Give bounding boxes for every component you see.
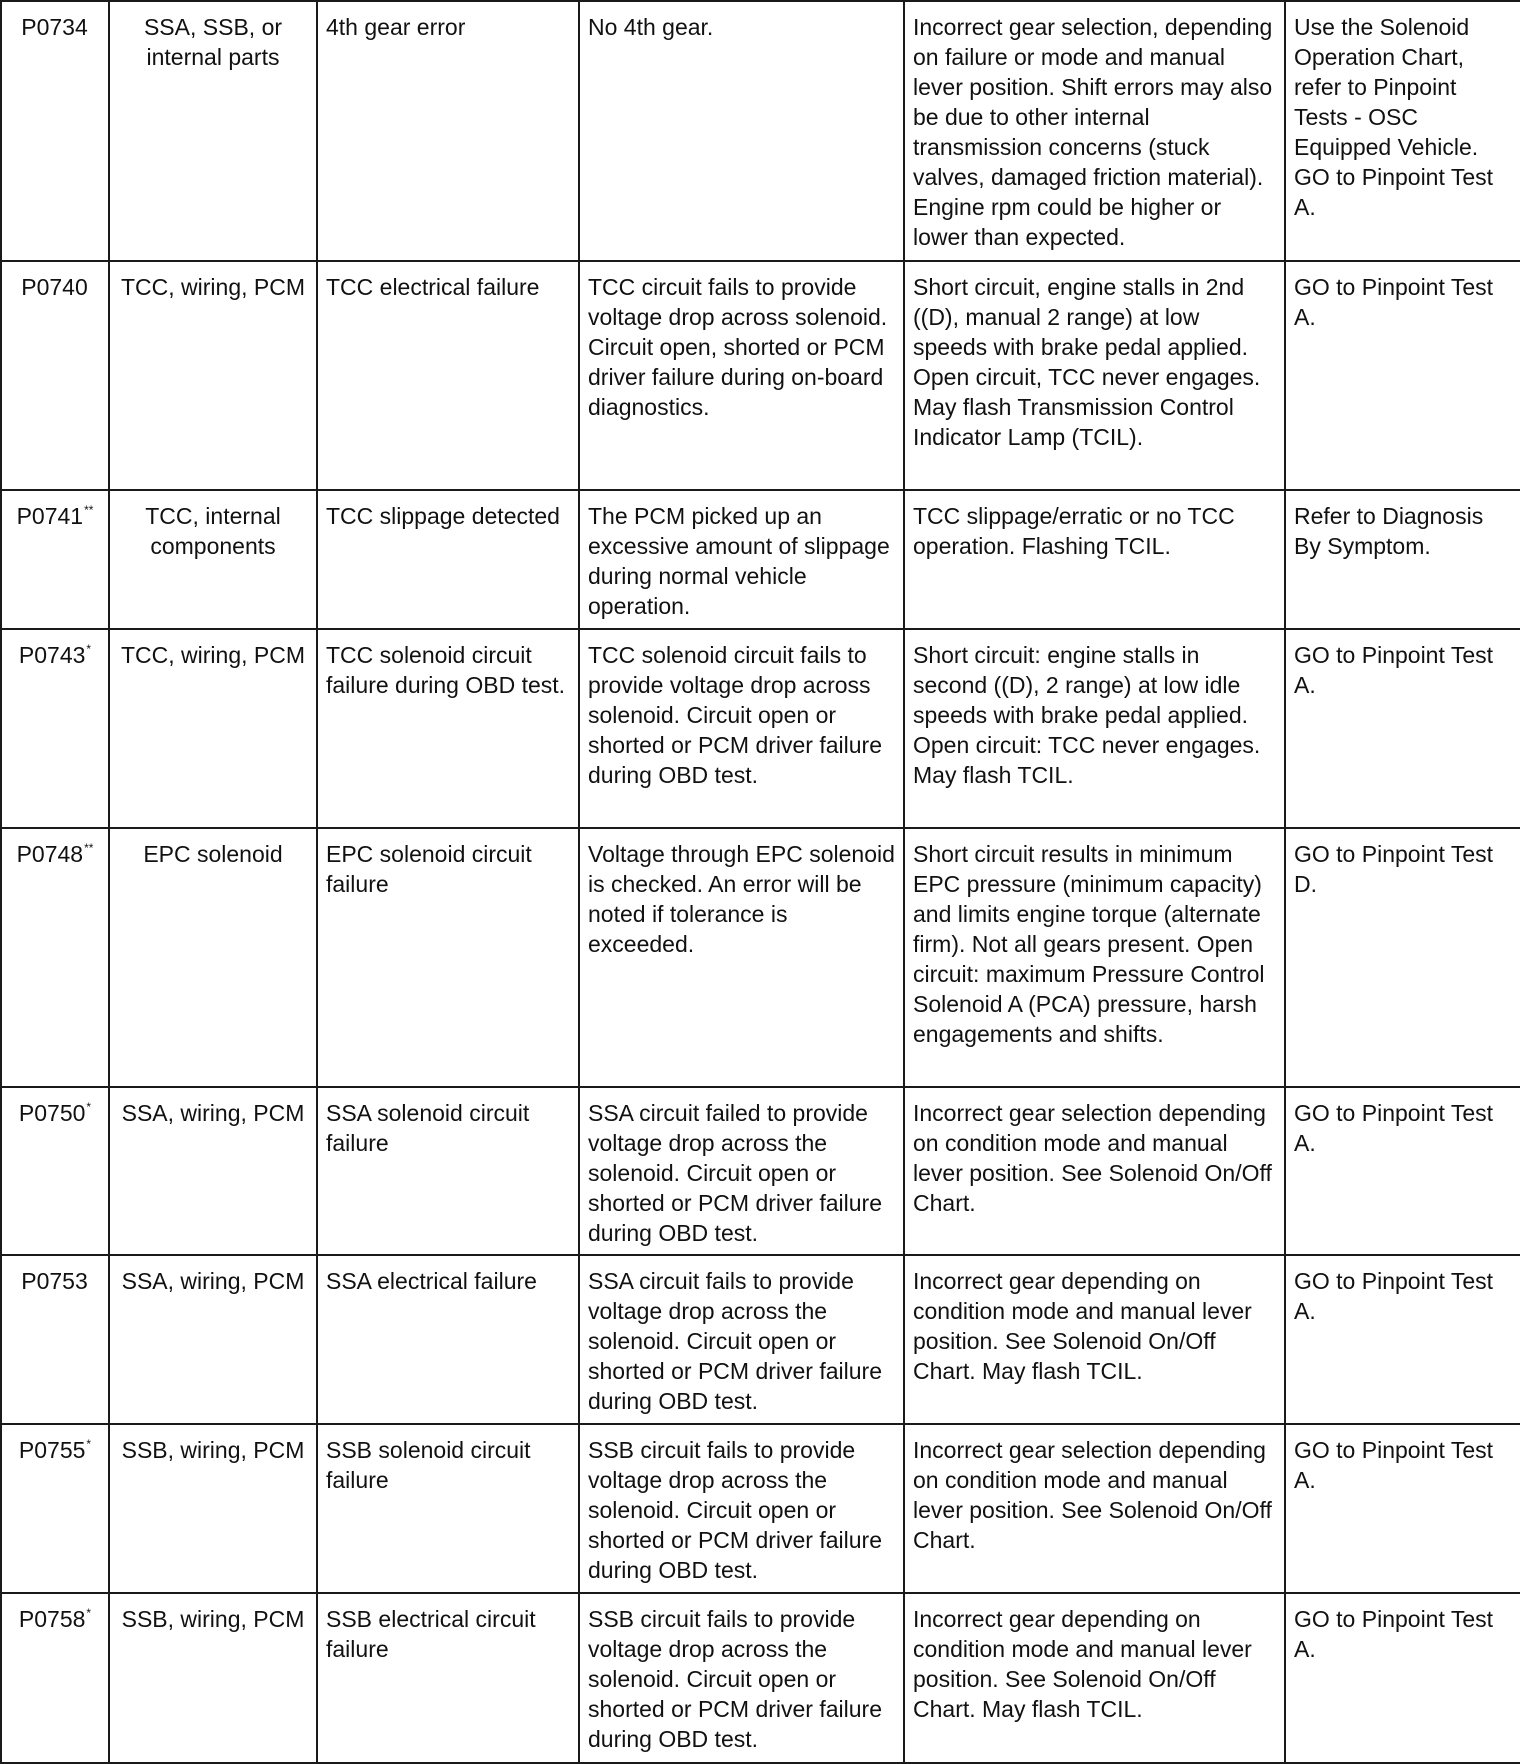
condition-cell: SSA, wiring, PCM [109,1255,317,1424]
footnote-mark: ** [84,841,94,855]
explanation-cell: No 4th gear. [579,1,904,261]
dtc-code-cell [1,1255,109,1424]
dtc-code: P0734 [21,14,88,40]
symptom-cell: TCC slippage/erratic or no TCC operation. Flashing TCIL. [904,490,1285,629]
footnote-mark: * [86,1100,92,1114]
dtc-code: P0741 [16,503,84,529]
condition-cell: TCC, internal components [109,490,317,629]
dtc-code-cell [1,261,109,490]
condition-cell: SSB, wiring, PCM [109,1593,317,1763]
symptom-cell: Incorrect gear selection depending on condition mode and manual lever position. See Solenoid On/Off Chart. [904,1087,1285,1255]
description-cell: 4th gear error [317,1,579,261]
description-cell: SSB electrical circuit failure [317,1593,579,1763]
symptom-cell: Incorrect gear depending on condition mode and manual lever position. See Solenoid On/Off Chart. May flash TCIL. [904,1255,1285,1424]
table-row [1,1424,1520,1593]
table-row [1,1593,1520,1763]
description-cell: SSA electrical failure [317,1255,579,1424]
action-cell: GO to Pinpoint Test D. [1285,828,1520,1087]
condition-cell: SSB, wiring, PCM [109,1424,317,1593]
table-row [1,1255,1520,1424]
action-cell: Refer to Diagnosis By Symptom. [1285,490,1520,629]
dtc-code-cell [1,1593,109,1763]
action-cell: GO to Pinpoint Test A. [1285,1255,1520,1424]
action-cell: GO to Pinpoint Test A. [1285,1424,1520,1593]
description-cell: SSB solenoid circuit failure [317,1424,579,1593]
dtc-code: P0755 [18,1437,86,1463]
condition-cell: SSA, wiring, PCM [109,1087,317,1255]
explanation-cell: TCC solenoid circuit fails to provide voltage drop across solenoid. Circuit open or shorted or PCM driver failure during OBD test. [579,629,904,828]
footnote-mark: ** [84,503,94,517]
symptom-cell: Short circuit: engine stalls in second ((D), 2 range) at low idle speeds with brake pedal applied. Open circuit: TCC never engages. May flash TCIL. [904,629,1285,828]
table-row [1,828,1520,1087]
dtc-code-cell [1,1424,109,1593]
explanation-cell: SSB circuit fails to provide voltage drop across the solenoid. Circuit open or shorted or PCM driver failure during OBD test. [579,1424,904,1593]
dtc-code-cell [1,828,109,1087]
dtc-code-cell [1,490,109,629]
condition-cell: EPC solenoid [109,828,317,1087]
description-cell: EPC solenoid circuit failure [317,828,579,1087]
dtc-code-cell [1,629,109,828]
condition-cell: TCC, wiring, PCM [109,261,317,490]
table-row [1,629,1520,828]
symptom-cell: Incorrect gear selection, depending on failure or mode and manual lever position. Shift errors may also be due to other internal transmission concerns (stuck valves, damaged friction material). Engine rpm could be higher or lower than expected. [904,1,1285,261]
description-cell: TCC electrical failure [317,261,579,490]
explanation-cell: SSA circuit failed to provide voltage drop across the solenoid. Circuit open or shorted or PCM driver failure during OBD test. [579,1087,904,1255]
footnote-mark: * [86,1437,92,1451]
condition-cell: TCC, wiring, PCM [109,629,317,828]
table-row [1,261,1520,490]
footnote-mark: * [86,642,92,656]
footnote-mark: * [86,1606,92,1620]
symptom-cell: Short circuit, engine stalls in 2nd ((D), manual 2 range) at low speeds with brake pedal applied. Open circuit, TCC never engages. May flash Transmission Control Indicator Lamp (TCIL). [904,261,1285,490]
description-cell: TCC slippage detected [317,490,579,629]
explanation-cell: TCC circuit fails to provide voltage drop across solenoid. Circuit open, shorted or PCM driver failure during on-board diagnostics. [579,261,904,490]
dtc-code: P0750 [18,1100,86,1126]
action-cell: GO to Pinpoint Test A. [1285,261,1520,490]
action-cell: Use the Solenoid Operation Chart, refer to Pinpoint Tests - OSC Equipped Vehicle. GO to Pinpoint Test A. [1285,1,1520,261]
dtc-code: P0743 [18,642,86,668]
symptom-cell: Incorrect gear selection depending on condition mode and manual lever position. See Solenoid On/Off Chart. [904,1424,1285,1593]
dtc-code-cell [1,1087,109,1255]
action-cell: GO to Pinpoint Test A. [1285,629,1520,828]
table-row [1,490,1520,629]
dtc-code: P0748 [16,841,84,867]
dtc-code: P0753 [21,1268,88,1294]
explanation-cell: SSA circuit fails to provide voltage drop across the solenoid. Circuit open or shorted or PCM driver failure during OBD test. [579,1255,904,1424]
action-cell: GO to Pinpoint Test A. [1285,1593,1520,1763]
description-cell: TCC solenoid circuit failure during OBD test. [317,629,579,828]
symptom-cell: Incorrect gear depending on condition mode and manual lever position. See Solenoid On/Off Chart. May flash TCIL. [904,1593,1285,1763]
dtc-code: P0740 [21,274,88,300]
explanation-cell: The PCM picked up an excessive amount of slippage during normal vehicle operation. [579,490,904,629]
table-row [1,1087,1520,1255]
dtc-code: P0758 [18,1606,86,1632]
explanation-cell: SSB circuit fails to provide voltage drop across the solenoid. Circuit open or shorted or PCM driver failure during OBD test. [579,1593,904,1763]
explanation-cell: Voltage through EPC solenoid is checked. An error will be noted if tolerance is exceeded. [579,828,904,1087]
dtc-code-cell [1,1,109,261]
action-cell: GO to Pinpoint Test A. [1285,1087,1520,1255]
description-cell: SSA solenoid circuit failure [317,1087,579,1255]
symptom-cell: Short circuit results in minimum EPC pressure (minimum capacity) and limits engine torque (alternate firm). Not all gears present. Open circuit: maximum Pressure Control Solenoid A (PCA) pressure, harsh engagements and shifts. [904,828,1285,1087]
condition-cell: SSA, SSB, or internal parts [109,1,317,261]
table-row [1,1,1520,261]
